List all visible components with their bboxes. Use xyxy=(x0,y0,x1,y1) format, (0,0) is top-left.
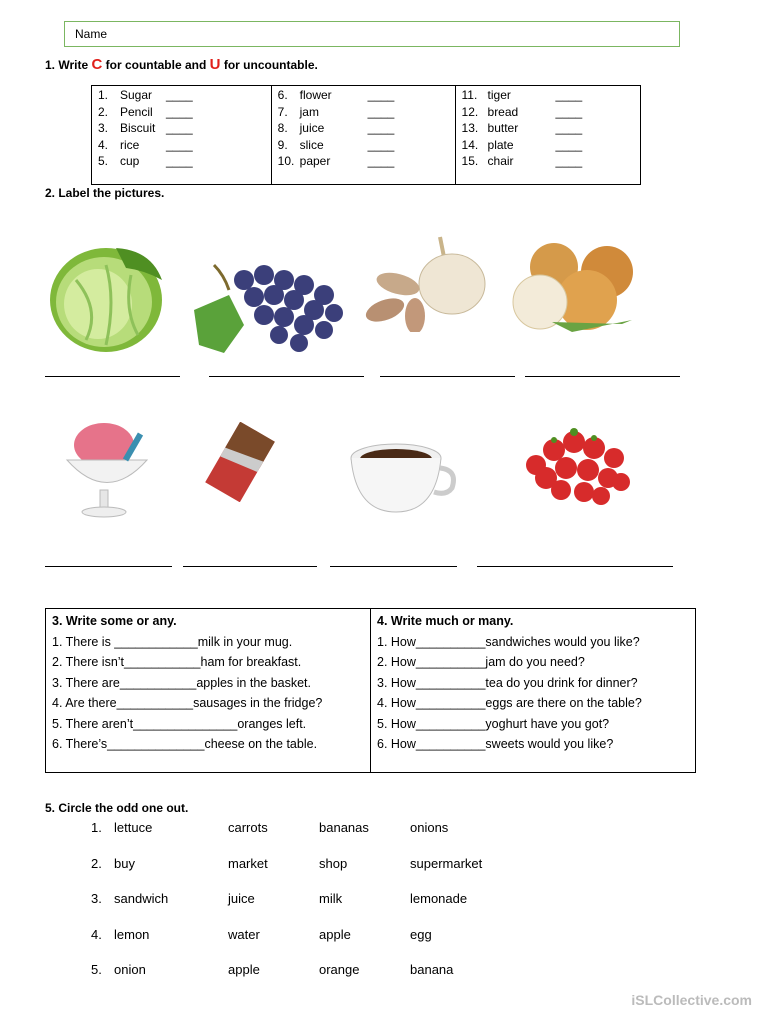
sentence-line[interactable]: 6. There’s______________cheese on the table. xyxy=(52,737,318,751)
answer-blank[interactable]: ____ xyxy=(166,88,193,102)
answer-blank[interactable]: ____ xyxy=(367,104,395,119)
sentence-line[interactable]: 2. There isn’t___________ham for breakfast. xyxy=(52,655,302,669)
sentence-line[interactable]: 6. How__________sweets would you like? xyxy=(377,737,614,751)
item-word: juice xyxy=(299,121,325,135)
item-number: 2. xyxy=(98,104,109,119)
item-word: tiger xyxy=(487,88,511,102)
site-watermark: iSLCollective.com xyxy=(631,992,752,1008)
odd-one-out-word[interactable]: buy xyxy=(114,855,135,871)
exercise-1-title: 1. Write C for countable and U for uncountable. xyxy=(45,56,318,73)
grapes-image xyxy=(184,255,349,355)
answer-blank[interactable]: ____ xyxy=(166,154,193,168)
cabbage-image xyxy=(46,240,166,355)
answer-blank[interactable]: ____ xyxy=(555,88,583,102)
sentence-line[interactable]: 3. There are___________apples in the basket. xyxy=(52,675,311,690)
countable-item xyxy=(98,104,265,121)
odd-one-out-word[interactable]: orange xyxy=(319,962,360,977)
answer-blank[interactable]: ____ xyxy=(166,137,193,152)
item-word: paper xyxy=(299,154,331,168)
item-number: 7. xyxy=(277,104,288,119)
sentence-line[interactable]: 4. How__________eggs are there on the table? xyxy=(377,696,642,710)
countable-item xyxy=(462,104,634,121)
item-number: 6. xyxy=(277,88,288,102)
item-number: 10. xyxy=(277,154,295,168)
countable-column xyxy=(455,86,640,185)
odd-one-out-row xyxy=(91,891,541,909)
sentence-line[interactable]: 5. There aren’t_______________oranges left. xyxy=(52,716,307,731)
answer-line[interactable] xyxy=(209,376,364,377)
countable-item xyxy=(278,120,449,137)
name-label: Name xyxy=(75,27,108,41)
odd-one-out-word[interactable]: egg xyxy=(410,926,432,942)
odd-one-out-word[interactable]: apple xyxy=(319,926,351,942)
countable-item xyxy=(278,137,449,154)
item-word: slice xyxy=(299,137,324,152)
answer-blank[interactable]: ____ xyxy=(555,154,583,168)
exercise-4-cell xyxy=(371,609,696,773)
item-word: butter xyxy=(487,121,519,135)
answer-blank[interactable]: ____ xyxy=(555,137,583,152)
countable-table xyxy=(91,85,641,185)
sentence-line[interactable]: 1. There is ____________milk in your mug. xyxy=(52,634,293,649)
countable-item xyxy=(98,137,265,154)
answer-blank[interactable]: ____ xyxy=(367,121,395,135)
odd-one-out-word[interactable]: onion xyxy=(114,962,146,977)
exercise-3-title: 3. Write some or any. xyxy=(52,614,177,628)
garlic-image xyxy=(360,232,490,332)
row-number: 3. xyxy=(91,891,102,906)
onions-image xyxy=(512,242,642,337)
answer-blank[interactable]: ____ xyxy=(367,88,395,102)
row-number: 1. xyxy=(91,820,102,835)
row-number: 4. xyxy=(91,926,102,942)
odd-one-out-word[interactable]: water xyxy=(228,926,260,942)
countable-item xyxy=(98,87,265,104)
odd-one-out-row xyxy=(91,856,541,874)
countable-item xyxy=(278,87,449,104)
odd-one-out-word[interactable]: market xyxy=(228,855,268,871)
item-number: 11. xyxy=(461,88,478,102)
countable-item xyxy=(278,104,449,121)
item-number: 4. xyxy=(98,137,109,152)
item-number: 14. xyxy=(461,137,479,152)
item-number: 15. xyxy=(461,154,479,168)
odd-one-out-word[interactable]: lemonade xyxy=(410,891,468,906)
answer-blank[interactable]: ____ xyxy=(555,104,583,119)
odd-one-out-word[interactable]: supermarket xyxy=(410,855,483,871)
answer-blank[interactable]: ____ xyxy=(367,154,395,168)
odd-one-out-row xyxy=(91,820,541,838)
odd-one-out-word[interactable]: lettuce xyxy=(114,820,153,835)
answer-line[interactable] xyxy=(525,376,680,377)
answer-blank[interactable]: ____ xyxy=(166,121,193,135)
countable-column xyxy=(271,86,455,185)
some-any-much-many-table xyxy=(45,608,696,773)
item-word: Biscuit xyxy=(120,121,156,135)
item-word: chair xyxy=(487,154,514,168)
countable-item xyxy=(462,120,634,137)
item-number: 5. xyxy=(98,154,109,168)
exercise-2-title: 2. Label the pictures. xyxy=(45,186,165,200)
odd-one-out-word[interactable]: onions xyxy=(410,820,449,835)
item-word: bread xyxy=(487,104,519,119)
sentence-line[interactable]: 1. How__________sandwiches would you like? xyxy=(377,634,640,649)
item-number: 9. xyxy=(277,137,288,152)
countable-item xyxy=(462,153,634,170)
odd-one-out-row xyxy=(91,962,541,980)
answer-line[interactable] xyxy=(477,566,673,567)
sentence-line[interactable]: 5. How__________yoghurt have you got? xyxy=(377,716,610,731)
sentence-line[interactable]: 4. Are there___________sausages in the fridge? xyxy=(52,696,323,710)
item-number: 8. xyxy=(277,121,288,135)
answer-line[interactable] xyxy=(330,566,457,567)
answer-line[interactable] xyxy=(45,566,172,567)
countable-item xyxy=(278,153,449,170)
strawberries-image xyxy=(516,420,636,510)
countable-column xyxy=(92,86,272,185)
row-number: 5. xyxy=(91,962,102,977)
odd-one-out-word[interactable]: juice xyxy=(228,891,255,906)
sentence-line[interactable]: 2. How__________jam do you need? xyxy=(377,655,585,669)
sentence-line[interactable]: 3. How__________tea do you drink for dinner? xyxy=(377,675,638,690)
item-word: jam xyxy=(299,104,319,119)
countable-item xyxy=(462,87,634,104)
chocolate-image xyxy=(205,422,275,502)
odd-one-out-word[interactable]: carrots xyxy=(228,820,268,835)
countable-item xyxy=(462,137,634,154)
countable-item xyxy=(98,153,265,170)
coffee-image xyxy=(348,440,458,515)
countable-item xyxy=(98,120,265,137)
answer-line[interactable] xyxy=(380,376,515,377)
item-word: Pencil xyxy=(120,104,153,119)
answer-blank[interactable]: ____ xyxy=(166,104,193,119)
item-word: cup xyxy=(120,154,140,168)
answer-line[interactable] xyxy=(45,376,180,377)
item-number: 3. xyxy=(98,121,109,135)
odd-one-out-word[interactable]: banana xyxy=(410,962,454,977)
odd-one-out-word[interactable]: shop xyxy=(319,855,348,871)
item-word: rice xyxy=(120,137,140,152)
odd-one-out-word[interactable]: lemon xyxy=(114,926,150,942)
exercise-5-title: 5. Circle the odd one out. xyxy=(45,801,189,815)
exercise-3-cell xyxy=(46,609,371,773)
odd-one-out-word[interactable]: milk xyxy=(319,891,343,906)
odd-one-out-word[interactable]: apple xyxy=(228,962,260,977)
item-number: 13. xyxy=(461,121,479,135)
ice-cream-image xyxy=(62,420,152,520)
item-word: Sugar xyxy=(120,88,153,102)
item-number: 1. xyxy=(98,88,109,102)
exercise-4-title: 4. Write much or many. xyxy=(377,614,514,628)
odd-one-out-word[interactable]: sandwich xyxy=(114,891,169,906)
answer-line[interactable] xyxy=(183,566,317,567)
answer-blank[interactable]: ____ xyxy=(367,137,395,152)
item-number: 12. xyxy=(461,104,479,119)
item-word: flower xyxy=(299,88,332,102)
odd-one-out-word[interactable]: bananas xyxy=(319,820,369,835)
answer-blank[interactable]: ____ xyxy=(555,121,583,135)
odd-one-out-row xyxy=(91,927,541,945)
item-word: plate xyxy=(487,137,514,152)
name-field[interactable] xyxy=(64,21,680,47)
row-number: 2. xyxy=(91,855,102,871)
